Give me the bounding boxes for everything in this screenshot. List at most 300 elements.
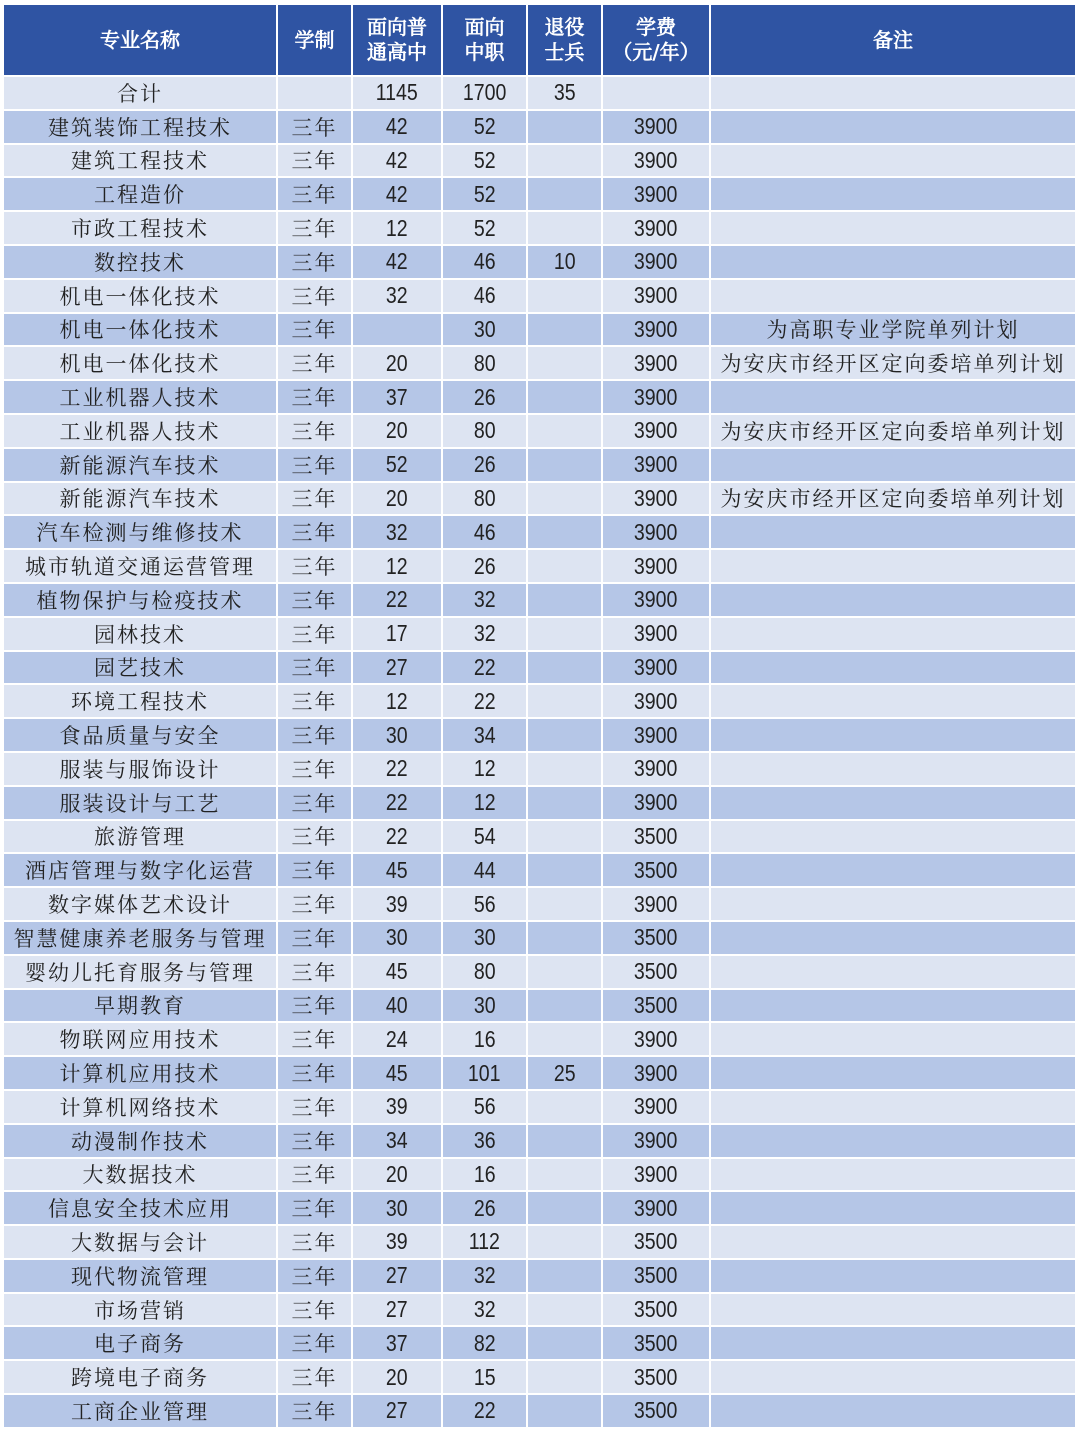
table-row <box>4 990 1075 1022</box>
cell-note: 为高职专业学院单列计划 <box>711 314 1075 346</box>
cell-general-high-school <box>353 1226 441 1258</box>
cell-major-name: 机电一体化技术 <box>4 347 276 379</box>
cell-veterans <box>528 990 601 1022</box>
cell-note <box>711 990 1075 1022</box>
value: 56 <box>473 890 496 917</box>
value: 3900 <box>634 248 678 275</box>
cell-note <box>711 652 1075 684</box>
table-row <box>4 550 1075 582</box>
value: 20 <box>386 417 408 444</box>
cell-duration: 三年 <box>278 111 351 143</box>
cell-veterans <box>528 145 601 177</box>
cell-veterans <box>528 1023 601 1055</box>
cell-vocational <box>443 1091 526 1123</box>
table-row <box>4 246 1075 278</box>
cell-vocational <box>443 956 526 988</box>
cell-veterans <box>528 280 601 312</box>
cell-general-high-school <box>353 145 441 177</box>
cell-vocational <box>443 685 526 717</box>
cell-vocational <box>443 314 526 346</box>
cell-note <box>711 1327 1075 1359</box>
cell-fee <box>603 280 709 312</box>
value: 52 <box>386 451 408 478</box>
table-row <box>4 1057 1075 1089</box>
cell-fee <box>603 1260 709 1292</box>
cell-fee <box>603 1192 709 1224</box>
cell-major-name: 环境工程技术 <box>4 685 276 717</box>
value: 32 <box>386 518 408 545</box>
cell-vocational <box>443 550 526 582</box>
cell-major-name: 园艺技术 <box>4 652 276 684</box>
cell-vocational <box>443 212 526 244</box>
cell-note <box>711 956 1075 988</box>
value: 3500 <box>634 1363 678 1390</box>
value: 46 <box>473 282 496 309</box>
cell-note <box>711 246 1075 278</box>
cell-veterans <box>528 1327 601 1359</box>
cell-major-name: 建筑装饰工程技术 <box>4 111 276 143</box>
table-row <box>4 280 1075 312</box>
value: 3900 <box>634 789 678 816</box>
cell-general-high-school <box>353 956 441 988</box>
cell-fee <box>603 753 709 785</box>
value: 56 <box>473 1093 496 1120</box>
cell-major-name: 植物保护与检疫技术 <box>4 584 276 616</box>
total-duration <box>278 77 351 109</box>
cell-veterans <box>528 787 601 819</box>
cell-fee <box>603 1327 709 1359</box>
value: 39 <box>386 1093 408 1120</box>
cell-major-name: 新能源汽车技术 <box>4 483 276 515</box>
cell-general-high-school <box>353 1023 441 1055</box>
value: 3900 <box>634 552 678 579</box>
cell-fee <box>603 1361 709 1393</box>
cell-general-high-school <box>353 415 441 447</box>
value: 30 <box>473 924 496 951</box>
value: 46 <box>473 248 496 275</box>
cell-note <box>711 1395 1075 1427</box>
cell-note: 为安庆市经开区定向委培单列计划 <box>711 415 1075 447</box>
value: 3500 <box>634 991 678 1018</box>
cell-duration: 三年 <box>278 483 351 515</box>
cell-note <box>711 280 1075 312</box>
cell-fee <box>603 246 709 278</box>
total-general-high-school <box>353 77 441 109</box>
value: 3900 <box>634 349 678 376</box>
value: 3900 <box>634 180 678 207</box>
cell-major-name: 市政工程技术 <box>4 212 276 244</box>
value: 3900 <box>634 146 678 173</box>
table-row <box>4 584 1075 616</box>
enrollment-plan-table <box>2 3 1077 1429</box>
cell-major-name: 动漫制作技术 <box>4 1125 276 1157</box>
value: 3900 <box>634 417 678 444</box>
cell-note <box>711 1260 1075 1292</box>
cell-note <box>711 922 1075 954</box>
cell-major-name: 市场营销 <box>4 1294 276 1326</box>
cell-vocational <box>443 1294 526 1326</box>
cell-note <box>711 1159 1075 1191</box>
value: 12 <box>473 755 496 782</box>
cell-fee <box>603 415 709 447</box>
value: 3900 <box>634 282 678 309</box>
cell-veterans <box>528 584 601 616</box>
cell-note <box>711 212 1075 244</box>
cell-veterans <box>528 719 601 751</box>
cell-duration: 三年 <box>278 1226 351 1258</box>
value: 12 <box>386 552 408 579</box>
cell-general-high-school <box>353 550 441 582</box>
value: 3900 <box>634 755 678 782</box>
cell-general-high-school <box>353 1294 441 1326</box>
value: 1700 <box>462 79 507 106</box>
cell-vocational <box>443 280 526 312</box>
cell-duration: 三年 <box>278 145 351 177</box>
table-row <box>4 347 1075 379</box>
cell-fee <box>603 719 709 751</box>
table-row <box>4 1125 1075 1157</box>
table-row <box>4 178 1075 210</box>
cell-duration: 三年 <box>278 314 351 346</box>
cell-general-high-school <box>353 584 441 616</box>
cell-duration: 三年 <box>278 246 351 278</box>
value: 22 <box>473 687 496 714</box>
table-row <box>4 212 1075 244</box>
value: 54 <box>473 822 496 849</box>
header-fee: 学费 （元/年） <box>603 5 709 75</box>
table-row <box>4 314 1075 346</box>
cell-general-high-school <box>353 483 441 515</box>
table-row <box>4 685 1075 717</box>
cell-fee <box>603 516 709 548</box>
value: 80 <box>473 484 496 511</box>
cell-note <box>711 821 1075 853</box>
cell-veterans <box>528 956 601 988</box>
value: 12 <box>473 789 496 816</box>
cell-duration: 三年 <box>278 1294 351 1326</box>
value: 35 <box>553 79 576 106</box>
cell-fee <box>603 922 709 954</box>
value: 3500 <box>634 1329 678 1356</box>
table-row <box>4 1260 1075 1292</box>
cell-duration: 三年 <box>278 550 351 582</box>
cell-fee <box>603 1294 709 1326</box>
value: 37 <box>386 383 408 410</box>
cell-fee <box>603 449 709 481</box>
cell-duration: 三年 <box>278 1159 351 1191</box>
cell-general-high-school <box>353 280 441 312</box>
cell-duration: 三年 <box>278 212 351 244</box>
value: 26 <box>473 552 496 579</box>
cell-duration: 三年 <box>278 1361 351 1393</box>
value: 40 <box>386 991 408 1018</box>
value: 22 <box>386 586 408 613</box>
cell-vocational <box>443 449 526 481</box>
value: 3900 <box>634 113 678 140</box>
cell-fee <box>603 178 709 210</box>
cell-general-high-school <box>353 719 441 751</box>
table-row <box>4 111 1075 143</box>
cell-major-name: 信息安全技术应用 <box>4 1192 276 1224</box>
value: 45 <box>386 856 408 883</box>
value: 12 <box>386 687 408 714</box>
cell-note <box>711 1192 1075 1224</box>
cell-note <box>711 719 1075 751</box>
cell-veterans <box>528 516 601 548</box>
header-veterans: 退役 士兵 <box>528 5 601 75</box>
cell-major-name: 酒店管理与数字化运营 <box>4 854 276 886</box>
cell-note <box>711 1294 1075 1326</box>
cell-major-name: 机电一体化技术 <box>4 280 276 312</box>
cell-fee <box>603 888 709 920</box>
value: 27 <box>386 653 408 680</box>
cell-veterans <box>528 1260 601 1292</box>
cell-vocational <box>443 888 526 920</box>
table-row <box>4 821 1075 853</box>
cell-duration: 三年 <box>278 280 351 312</box>
value: 3900 <box>634 1160 678 1187</box>
cell-major-name: 大数据与会计 <box>4 1226 276 1258</box>
value: 101 <box>468 1059 501 1086</box>
cell-veterans <box>528 1125 601 1157</box>
cell-general-high-school <box>353 990 441 1022</box>
value: 27 <box>386 1262 408 1289</box>
value: 3900 <box>634 687 678 714</box>
value: 3900 <box>634 586 678 613</box>
value: 30 <box>386 721 408 748</box>
cell-veterans <box>528 821 601 853</box>
cell-note <box>711 618 1075 650</box>
cell-major-name: 电子商务 <box>4 1327 276 1359</box>
cell-general-high-school <box>353 246 441 278</box>
cell-major-name: 智慧健康养老服务与管理 <box>4 922 276 954</box>
cell-veterans <box>528 854 601 886</box>
value: 34 <box>473 721 496 748</box>
cell-major-name: 数字媒体艺术设计 <box>4 888 276 920</box>
table-row <box>4 753 1075 785</box>
table-row <box>4 1091 1075 1123</box>
value: 42 <box>386 248 408 275</box>
value: 32 <box>473 586 496 613</box>
value: 22 <box>473 653 496 680</box>
cell-general-high-school <box>353 1395 441 1427</box>
cell-general-high-school <box>353 753 441 785</box>
cell-duration: 三年 <box>278 584 351 616</box>
cell-vocational <box>443 178 526 210</box>
cell-general-high-school <box>353 381 441 413</box>
cell-general-high-school <box>353 787 441 819</box>
cell-veterans <box>528 618 601 650</box>
cell-general-high-school <box>353 888 441 920</box>
cell-major-name: 服装设计与工艺 <box>4 787 276 819</box>
cell-duration: 三年 <box>278 922 351 954</box>
cell-vocational <box>443 483 526 515</box>
cell-general-high-school <box>353 178 441 210</box>
value: 3900 <box>634 620 678 647</box>
cell-note <box>711 550 1075 582</box>
cell-fee <box>603 1057 709 1089</box>
cell-veterans <box>528 652 601 684</box>
cell-note <box>711 111 1075 143</box>
value: 52 <box>473 214 496 241</box>
header-row <box>4 5 1075 75</box>
table-row <box>4 1192 1075 1224</box>
cell-duration: 三年 <box>278 753 351 785</box>
value: 3900 <box>634 890 678 917</box>
cell-duration: 三年 <box>278 652 351 684</box>
cell-vocational <box>443 584 526 616</box>
cell-duration: 三年 <box>278 415 351 447</box>
cell-vocational <box>443 1361 526 1393</box>
value: 20 <box>386 484 408 511</box>
table-row <box>4 415 1075 447</box>
value: 12 <box>386 214 408 241</box>
cell-fee <box>603 1395 709 1427</box>
cell-general-high-school <box>353 212 441 244</box>
value: 80 <box>473 417 496 444</box>
cell-fee <box>603 1023 709 1055</box>
value: 3500 <box>634 924 678 951</box>
cell-note <box>711 753 1075 785</box>
value: 3500 <box>634 1228 678 1255</box>
cell-major-name: 机电一体化技术 <box>4 314 276 346</box>
table-row <box>4 854 1075 886</box>
table-row <box>4 888 1075 920</box>
cell-fee <box>603 314 709 346</box>
value: 20 <box>386 1160 408 1187</box>
value: 36 <box>473 1127 496 1154</box>
cell-major-name: 食品质量与安全 <box>4 719 276 751</box>
value: 3900 <box>634 214 678 241</box>
cell-veterans <box>528 483 601 515</box>
value: 45 <box>386 1059 408 1086</box>
table-row <box>4 652 1075 684</box>
total-fee <box>603 77 709 109</box>
cell-fee <box>603 652 709 684</box>
cell-major-name: 早期教育 <box>4 990 276 1022</box>
value: 22 <box>473 1397 496 1424</box>
value: 112 <box>468 1228 501 1255</box>
value: 3500 <box>634 1296 678 1323</box>
cell-vocational <box>443 1226 526 1258</box>
cell-general-high-school <box>353 1361 441 1393</box>
cell-major-name: 工业机器人技术 <box>4 415 276 447</box>
cell-vocational <box>443 990 526 1022</box>
cell-general-high-school <box>353 1327 441 1359</box>
value: 32 <box>473 620 496 647</box>
cell-duration: 三年 <box>278 1327 351 1359</box>
cell-general-high-school <box>353 347 441 379</box>
cell-duration: 三年 <box>278 821 351 853</box>
value: 15 <box>473 1363 496 1390</box>
value: 3900 <box>634 484 678 511</box>
cell-note <box>711 449 1075 481</box>
cell-fee <box>603 550 709 582</box>
value: 3900 <box>634 1127 678 1154</box>
value: 52 <box>473 180 496 207</box>
cell-fee <box>603 787 709 819</box>
cell-fee <box>603 1226 709 1258</box>
value: 42 <box>386 113 408 140</box>
cell-duration: 三年 <box>278 719 351 751</box>
total-vocational <box>443 77 526 109</box>
cell-fee <box>603 685 709 717</box>
cell-veterans <box>528 1192 601 1224</box>
total-label: 合计 <box>4 77 276 109</box>
cell-duration: 三年 <box>278 618 351 650</box>
cell-veterans <box>528 415 601 447</box>
cell-fee <box>603 584 709 616</box>
cell-general-high-school <box>353 449 441 481</box>
value: 27 <box>386 1296 408 1323</box>
value: 24 <box>386 1025 408 1052</box>
value: 32 <box>386 282 408 309</box>
value: 42 <box>386 180 408 207</box>
value: 3500 <box>634 1397 678 1424</box>
cell-note <box>711 1226 1075 1258</box>
cell-note <box>711 1091 1075 1123</box>
value: 52 <box>473 113 496 140</box>
cell-fee <box>603 145 709 177</box>
value: 39 <box>386 890 408 917</box>
cell-veterans <box>528 246 601 278</box>
value: 16 <box>473 1160 496 1187</box>
value: 3900 <box>634 1059 678 1086</box>
value: 3500 <box>634 958 678 985</box>
cell-vocational <box>443 1327 526 1359</box>
value: 22 <box>386 822 408 849</box>
cell-veterans <box>528 449 601 481</box>
table-row <box>4 516 1075 548</box>
table-row <box>4 483 1075 515</box>
table-row <box>4 1395 1075 1427</box>
cell-major-name: 大数据技术 <box>4 1159 276 1191</box>
cell-veterans <box>528 212 601 244</box>
cell-vocational <box>443 347 526 379</box>
value: 37 <box>386 1329 408 1356</box>
cell-veterans <box>528 314 601 346</box>
cell-vocational <box>443 111 526 143</box>
value: 3900 <box>634 1093 678 1120</box>
table-row <box>4 1159 1075 1191</box>
value: 22 <box>386 755 408 782</box>
cell-major-name: 城市轨道交通运营管理 <box>4 550 276 582</box>
cell-note <box>711 1125 1075 1157</box>
value: 26 <box>473 451 496 478</box>
cell-vocational <box>443 1057 526 1089</box>
cell-veterans <box>528 347 601 379</box>
value: 3900 <box>634 1025 678 1052</box>
cell-major-name: 婴幼儿托育服务与管理 <box>4 956 276 988</box>
cell-veterans <box>528 685 601 717</box>
cell-major-name: 园林技术 <box>4 618 276 650</box>
total-veterans <box>528 77 601 109</box>
value: 82 <box>473 1329 496 1356</box>
cell-veterans <box>528 1091 601 1123</box>
cell-veterans <box>528 550 601 582</box>
cell-major-name: 工程造价 <box>4 178 276 210</box>
value: 30 <box>473 315 496 342</box>
cell-duration: 三年 <box>278 1057 351 1089</box>
cell-general-high-school <box>353 111 441 143</box>
value: 3500 <box>634 856 678 883</box>
cell-veterans <box>528 1395 601 1427</box>
table-row <box>4 787 1075 819</box>
cell-vocational <box>443 1125 526 1157</box>
cell-general-high-school <box>353 314 441 346</box>
table-row <box>4 719 1075 751</box>
value: 26 <box>473 1194 496 1221</box>
